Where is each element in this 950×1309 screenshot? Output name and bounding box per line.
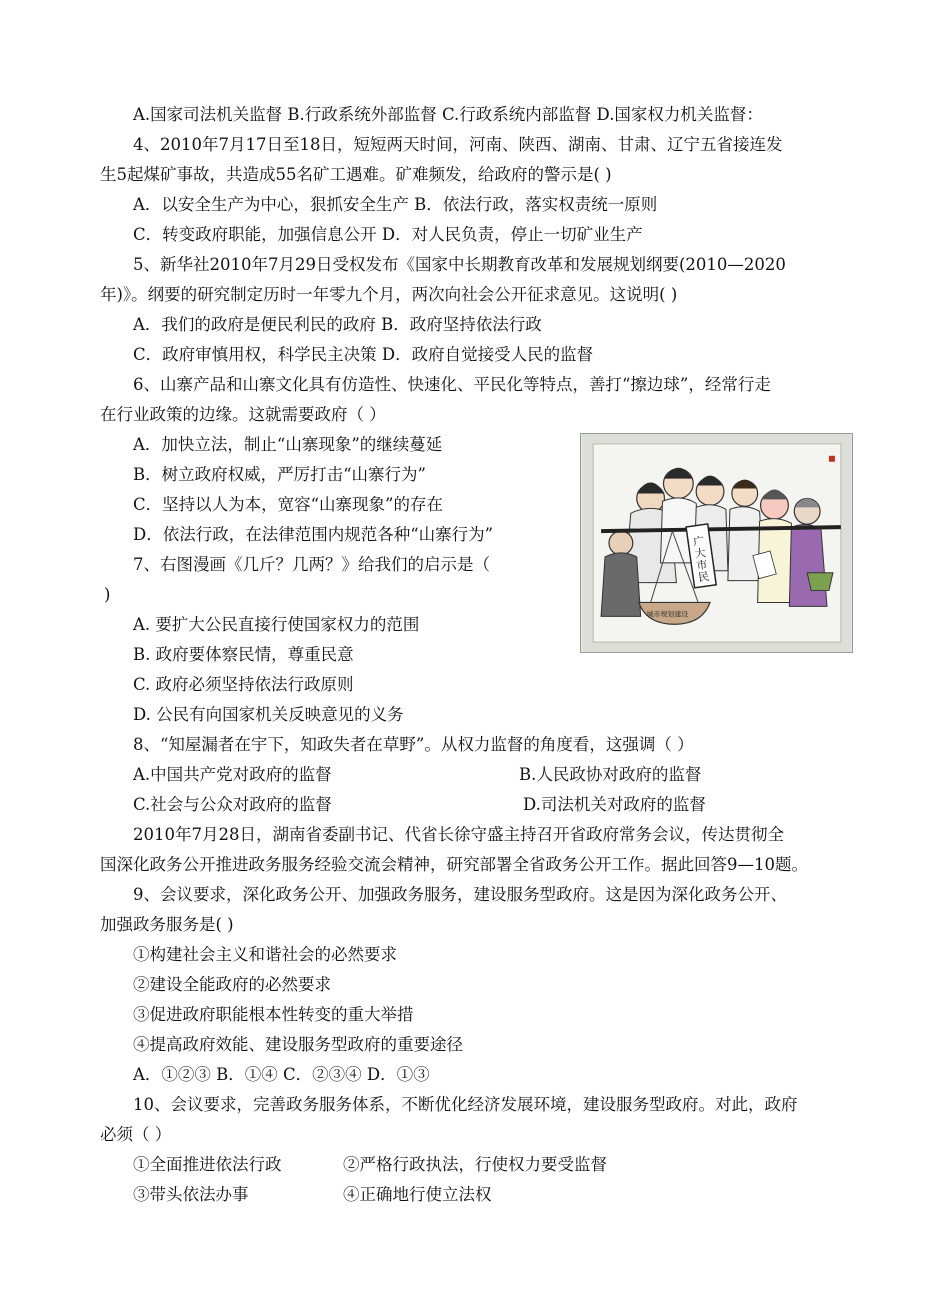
q8-option-d: D.司法机关对政府的监督 [523,795,706,814]
q10-item-2: ②严格行政执法，行使权力要受监督 [343,1155,607,1174]
q7-option-c: C. 政府必须坚持依法行政原则 [133,675,354,694]
q9-item-4: ④提高政府效能、建设服务型政府的重要途径 [133,1035,463,1054]
q10-item-4: ④正确地行使立法权 [343,1185,492,1204]
q5-options-cd: C．政府审慎用权，科学民主决策 D．政府自觉接受人民的监督 [133,345,594,364]
q9-stem-line1: 9、会议要求，深化政务公开、加强政务服务，建设服务型政府。这是因为深化政务公开、 [133,885,787,904]
q5-stem-line2: 年)》。纲要的研究制定历时一年零九个月，两次向社会公开征求意见。这说明( ) [100,285,678,304]
q8-option-b: B.人民政协对政府的监督 [519,765,702,784]
material-line2: 国深化政务公开推进政务服务经验交流会精神，研究部署全省政务公开工作。据此回答9—10题。 [100,855,808,874]
q4-options-ab: A．以安全生产为中心，狠抓安全生产 B．依法行政，落实权责统一原则 [133,195,658,214]
q10-item-1: ①全面推进依法行政 [133,1155,282,1174]
cartoon-image [580,433,853,653]
q9-item-1: ①构建社会主义和谐社会的必然要求 [133,945,397,964]
q6-stem-line1: 6、山寨产品和山寨文化具有仿造性、快速化、平民化等特点，善打“擦边球”，经常行走 [133,375,771,394]
q6-option-d: D．依法行政，在法律范围内规范各种“山寨行为” [133,525,494,544]
q8-option-a: A.中国共产党对政府的监督 [133,765,332,784]
q8-option-c: C.社会与公众对政府的监督 [133,795,332,814]
q4-stem-line2: 生5起煤矿事故，共造成55名矿工遇难。矿难频发，给政府的警示是( ) [100,165,612,184]
q9-item-2: ②建设全能政府的必然要求 [133,975,331,994]
q10-item-3: ③带头依法办事 [133,1185,249,1204]
q3-options: A.国家司法机关监督 B.行政系统外部监督 C.行政系统内部监督 D.国家权力机关监督： [133,105,763,124]
q6-option-a: A．加快立法，制止“山寨现象”的继续蔓延 [133,435,443,454]
q10-stem-line2: 必须（ ） [100,1125,172,1144]
q10-stem-line1: 10、会议要求，完善政务服务体系，不断优化经济发展环境，建设服务型政府。对此，政府 [133,1095,798,1114]
q7-option-d: D. 公民有向国家机关反映意见的义务 [133,705,404,724]
q4-stem-line1: 4、2010年7月17日至18日，短短两天时间，河南、陕西、湖南、甘肃、辽宁五省接连发 [133,135,783,154]
q7-option-a: A. 要扩大公民直接行使国家权力的范围 [133,615,420,634]
q6-stem-line2: 在行业政策的边缘。这就需要政府（ ） [100,405,386,424]
cartoon-scale-text: 城市规划建设 [646,611,689,619]
cartoon-sign-text: 广大市民 [692,535,710,585]
q4-options-cd: C．转变政府职能，加强信息公开 D．对人民负责，停止一切矿业生产 [133,225,643,244]
q5-stem-line1: 5、新华社2010年7月29日受权发布《国家中长期教育改革和发展规划纲要(2010—2020 [133,255,786,274]
q7-stem-line1: 7、右图漫画《几斤？几两？》给我们的启示是（ [133,555,490,574]
q9-options: A．①②③ B．①④ C．②③④ D．①③ [133,1065,430,1084]
q9-stem-line2: 加强政务服务是( ) [100,915,234,934]
q9-item-3: ③促进政府职能根本性转变的重大举措 [133,1005,414,1024]
q8-stem: 8、“知屋漏者在宇下，知政失者在草野”。从权力监督的角度看，这强调（ ） [133,735,694,754]
q6-option-c: C．坚持以人为本，宽容“山寨现象”的存在 [133,495,443,514]
q6-option-b: B．树立政府权威，严厉打击“山寨行为” [133,465,426,484]
q7-stem-line2: ) [104,585,111,604]
q5-options-ab: A．我们的政府是便民利民的政府 B．政府坚持依法行政 [133,315,542,334]
q7-option-b: B. 政府要体察民情，尊重民意 [133,645,354,664]
material-line1: 2010年7月28日，湖南省委副书记、代省长徐守盛主持召开省政府常务会议，传达贯彻全 [133,825,784,844]
